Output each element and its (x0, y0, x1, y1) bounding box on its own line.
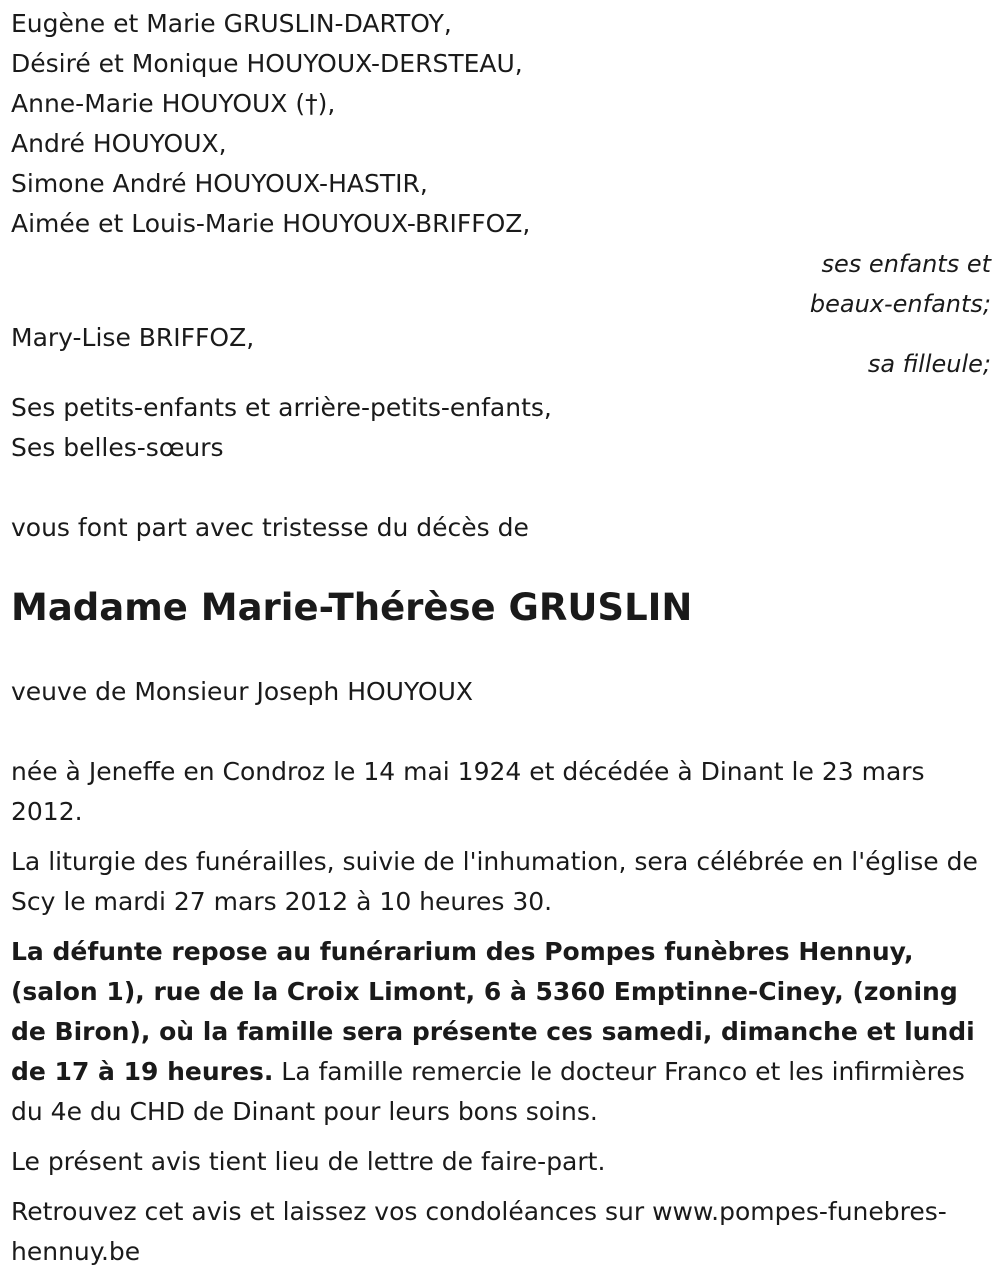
family-line-2: Désiré et Monique HOUYOUX-DERSTEAU, (11, 49, 523, 78)
goddaughter-name: Mary-Lise BRIFFOZ, (11, 323, 255, 352)
role-children-line-1: ses enfants et (821, 250, 991, 278)
birth-death-paragraph: née à Jeneffe en Condroz le 14 mai 1924 et décédée à Dinant le 23 mars 2012. (11, 757, 925, 826)
condolences-paragraph: Retrouvez cet avis et laissez vos condoléances sur www.pompes-funebres-hennuy.be (11, 1197, 947, 1266)
widow-of-line: veuve de Monsieur Joseph HOUYOUX (11, 677, 473, 706)
family-line-3: Anne-Marie HOUYOUX (†), (11, 89, 336, 118)
family-line-6: Aimée et Louis-Marie HOUYOUX-BRIFFOZ, (11, 209, 531, 238)
role-children-line-2: beaux-enfants; (809, 290, 991, 318)
family-line-4: André HOUYOUX, (11, 129, 227, 158)
sisters-in-law-line: Ses belles-sœurs (11, 433, 224, 462)
family-line-5: Simone André HOUYOUX-HASTIR, (11, 169, 428, 198)
family-line-1: Eugène et Marie GRUSLIN-DARTOY, (11, 9, 452, 38)
repose-paragraph (11, 932, 991, 1132)
obituary-notice (11, 0, 991, 1272)
role-goddaughter: sa filleule; (867, 350, 991, 378)
grandchildren-line: Ses petits-enfants et arrière-petits-enfants, (11, 393, 552, 422)
deceased-name: Madame Marie-Thérèse GRUSLIN (11, 586, 693, 629)
thanks-text: La famille remercie le docteur Franco et les infirmières du 4e du CHD de Dinant pour leurs bons soins. (11, 1057, 965, 1126)
notice-note: Le présent avis tient lieu de lettre de faire-part. (11, 1147, 606, 1176)
liturgy-paragraph: La liturgie des funérailles, suivie de l'inhumation, sera célébrée en l'église de Scy le mardi 27 mars 2012 à 10 heures 30. (11, 847, 978, 916)
repose-bold-text: La défunte repose au funérarium des Pompes funèbres Hennuy, (salon 1), rue de la Croix Limont, 6 à 5360 Emptinne-Ciney, (zoning de Biron), où la famille sera présente ces samedi, dimanche et lundi de 17 à 19 heures. (11, 937, 975, 1086)
announcement-line: vous font part avec tristesse du décès de (11, 513, 529, 542)
